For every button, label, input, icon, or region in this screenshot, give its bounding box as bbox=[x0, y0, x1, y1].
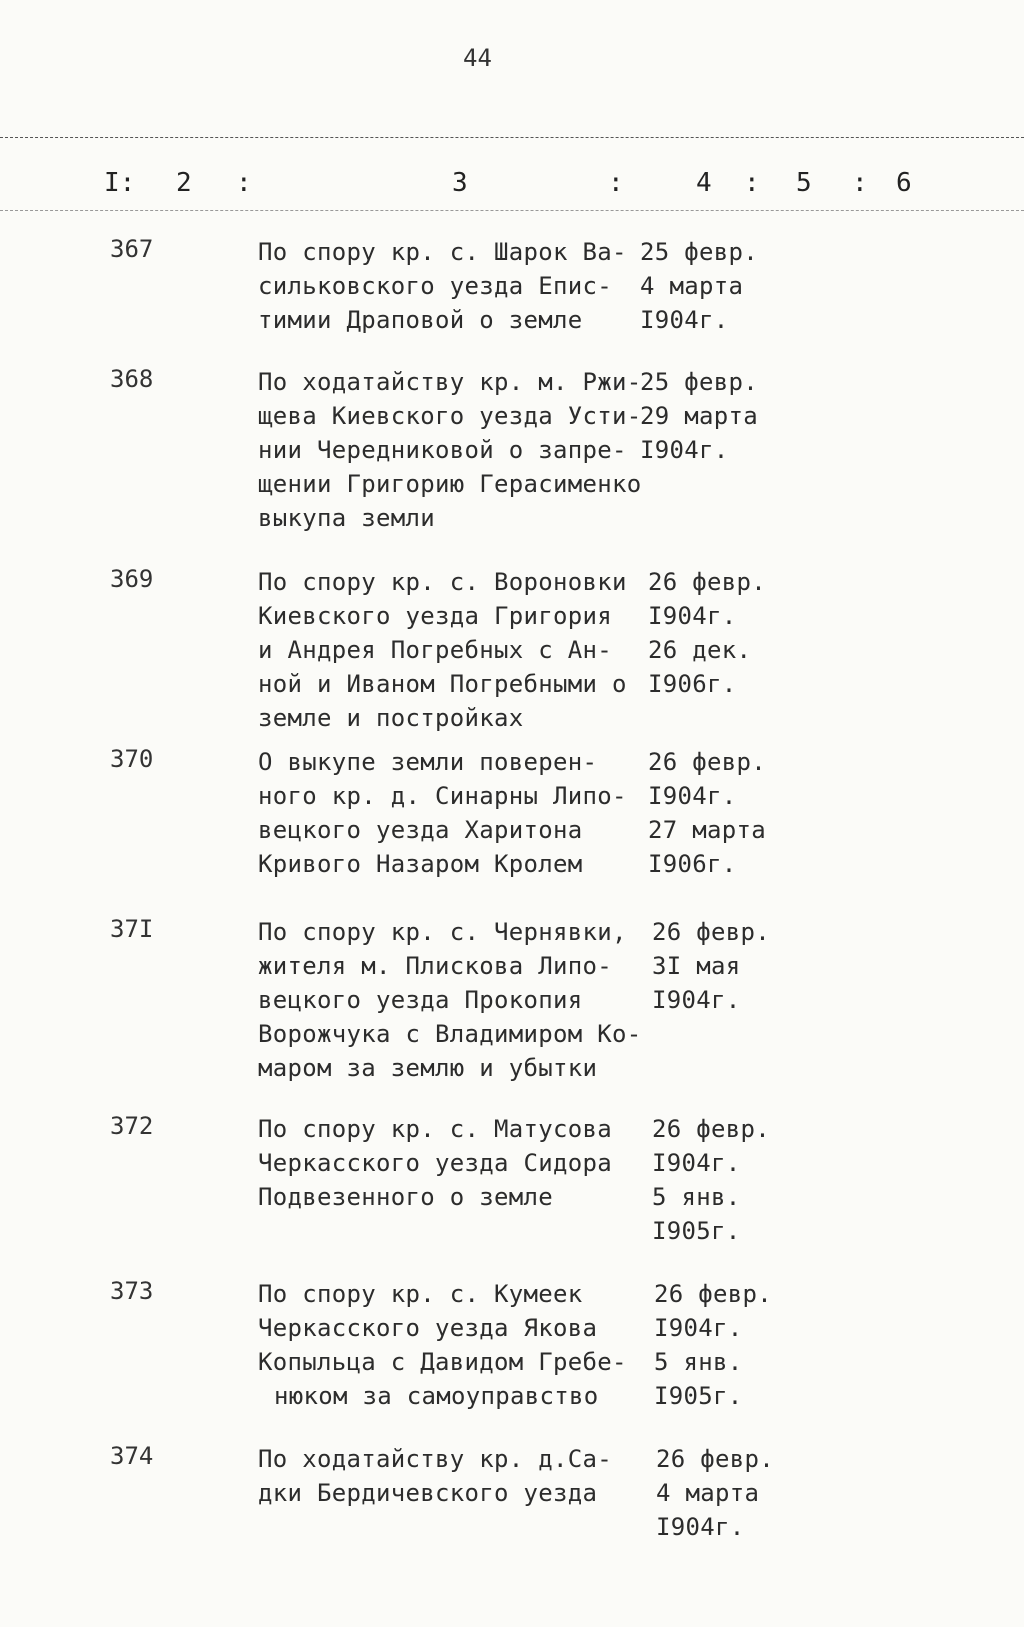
record-dates bbox=[656, 1442, 796, 1544]
date-line: 26 февр. bbox=[652, 918, 770, 946]
date-line: 4 марта bbox=[640, 272, 744, 300]
date-line: I904г. bbox=[648, 602, 737, 630]
desc-line: Киевского уезда Григория bbox=[258, 602, 612, 630]
desc-line: ной и Иваном Погребными о bbox=[258, 670, 627, 698]
desc-line: По спору кр. с. Чернявки, bbox=[258, 918, 627, 946]
record-description bbox=[258, 365, 642, 535]
col-separator: : bbox=[608, 168, 624, 198]
desc-line: По спору кр. с. Шарок Ва- bbox=[258, 238, 627, 266]
desc-line: нии Чередниковой о запре- bbox=[258, 436, 627, 464]
desc-line: дки Бердичевского уезда bbox=[258, 1479, 598, 1507]
col-header-2: 2 bbox=[176, 168, 192, 198]
date-line: 26 дек. bbox=[648, 636, 752, 664]
date-line: I904г. bbox=[656, 1513, 745, 1541]
record-number: 372 bbox=[110, 1112, 154, 1140]
col-header-4: 4 bbox=[696, 168, 712, 198]
desc-line: щении Григорию Герасименко bbox=[258, 470, 642, 498]
record-description bbox=[258, 235, 638, 337]
date-line: I905г. bbox=[652, 1217, 741, 1245]
date-line: 26 февр. bbox=[648, 748, 766, 776]
record-description bbox=[258, 915, 642, 1085]
record-dates bbox=[648, 745, 788, 881]
record-dates bbox=[654, 1277, 794, 1413]
record-number: 369 bbox=[110, 565, 154, 593]
desc-line: По спору кр. с. Матусова bbox=[258, 1115, 612, 1143]
desc-line: нюком за самоуправство bbox=[274, 1382, 599, 1410]
date-line: I906г. bbox=[648, 670, 737, 698]
date-line: I904г. bbox=[654, 1314, 743, 1342]
desc-line: вецкого уезда Харитона bbox=[258, 816, 583, 844]
desc-line: сильковского уезда Епис- bbox=[258, 272, 612, 300]
record-number: 374 bbox=[110, 1442, 154, 1470]
record-number: 368 bbox=[110, 365, 154, 393]
header-underline bbox=[0, 210, 1024, 211]
desc-line: жителя м. Плискова Липо- bbox=[258, 952, 612, 980]
col-header-3: 3 bbox=[452, 168, 468, 198]
desc-line: Черкасского уезда Якова bbox=[258, 1314, 598, 1342]
desc-line: вецкого уезда Прокопия bbox=[258, 986, 583, 1014]
desc-line: По спору кр. с. Вороновки bbox=[258, 568, 627, 596]
date-line: I904г. bbox=[652, 1149, 741, 1177]
desc-line: маром за землю и убытки bbox=[258, 1054, 598, 1082]
date-line: 27 марта bbox=[648, 816, 766, 844]
desc-line: земле и постройках bbox=[258, 704, 524, 732]
record-dates bbox=[648, 565, 788, 701]
date-line: I904г. bbox=[640, 436, 729, 464]
date-line: I904г. bbox=[652, 986, 741, 1014]
record-description bbox=[258, 1442, 638, 1510]
col-header-5: 5 bbox=[796, 168, 812, 198]
col-separator: : bbox=[852, 168, 868, 198]
desc-line: Ворожчука с Владимиром Ко- bbox=[258, 1020, 642, 1048]
desc-line: По спору кр. с. Кумеек bbox=[258, 1280, 583, 1308]
date-line: 29 марта bbox=[640, 402, 758, 430]
date-line: 5 янв. bbox=[654, 1348, 743, 1376]
date-line: 3I мая bbox=[652, 952, 741, 980]
page-number: 44 bbox=[463, 44, 492, 72]
desc-line: По ходатайству кр. д.Са- bbox=[258, 1445, 612, 1473]
date-line: 26 февр. bbox=[652, 1115, 770, 1143]
date-line: I906г. bbox=[648, 850, 737, 878]
desc-line: Черкасского уезда Сидора bbox=[258, 1149, 612, 1177]
desc-line: Подвезенного о земле bbox=[258, 1183, 553, 1211]
date-line: I904г. bbox=[640, 306, 729, 334]
top-rule bbox=[0, 137, 1024, 138]
date-line: 26 февр. bbox=[654, 1280, 772, 1308]
record-description bbox=[258, 1277, 638, 1413]
record-dates bbox=[652, 1112, 792, 1248]
col-separator: : bbox=[236, 168, 252, 198]
col-separator: : bbox=[744, 168, 760, 198]
record-number: 367 bbox=[110, 235, 154, 263]
col-header-6: 6 bbox=[896, 168, 912, 198]
date-line: 26 февр. bbox=[648, 568, 766, 596]
date-line: 25 февр. bbox=[640, 238, 758, 266]
record-dates bbox=[640, 235, 780, 337]
date-line: 26 февр. bbox=[656, 1445, 774, 1473]
desc-line: ного кр. д. Синарны Липо- bbox=[258, 782, 627, 810]
record-number: 373 bbox=[110, 1277, 154, 1305]
record-description bbox=[258, 1112, 638, 1214]
record-number: 37I bbox=[110, 915, 154, 943]
desc-line: Кривого Назаром Кролем bbox=[258, 850, 583, 878]
date-line: 5 янв. bbox=[652, 1183, 741, 1211]
desc-line: и Андрея Погребных с Ан- bbox=[258, 636, 612, 664]
desc-line: выкупа земли bbox=[258, 504, 435, 532]
desc-line: По ходатайству кр. м. Ржи- bbox=[258, 368, 642, 396]
record-description bbox=[258, 745, 638, 881]
date-line: I904г. bbox=[648, 782, 737, 810]
date-line: I905г. bbox=[654, 1382, 743, 1410]
record-dates bbox=[640, 365, 780, 467]
date-line: 4 марта bbox=[656, 1479, 760, 1507]
date-line: 25 февр. bbox=[640, 368, 758, 396]
desc-line: щева Киевского уезда Усти- bbox=[258, 402, 642, 430]
col-header-1: I: bbox=[104, 168, 136, 198]
record-description bbox=[258, 565, 638, 735]
desc-line: тимии Драповой о земле bbox=[258, 306, 583, 334]
desc-line: О выкупе земли поверен- bbox=[258, 748, 598, 776]
desc-line: Копыльца с Давидом Гребе- bbox=[258, 1348, 627, 1376]
record-number: 370 bbox=[110, 745, 154, 773]
record-dates bbox=[652, 915, 792, 1017]
